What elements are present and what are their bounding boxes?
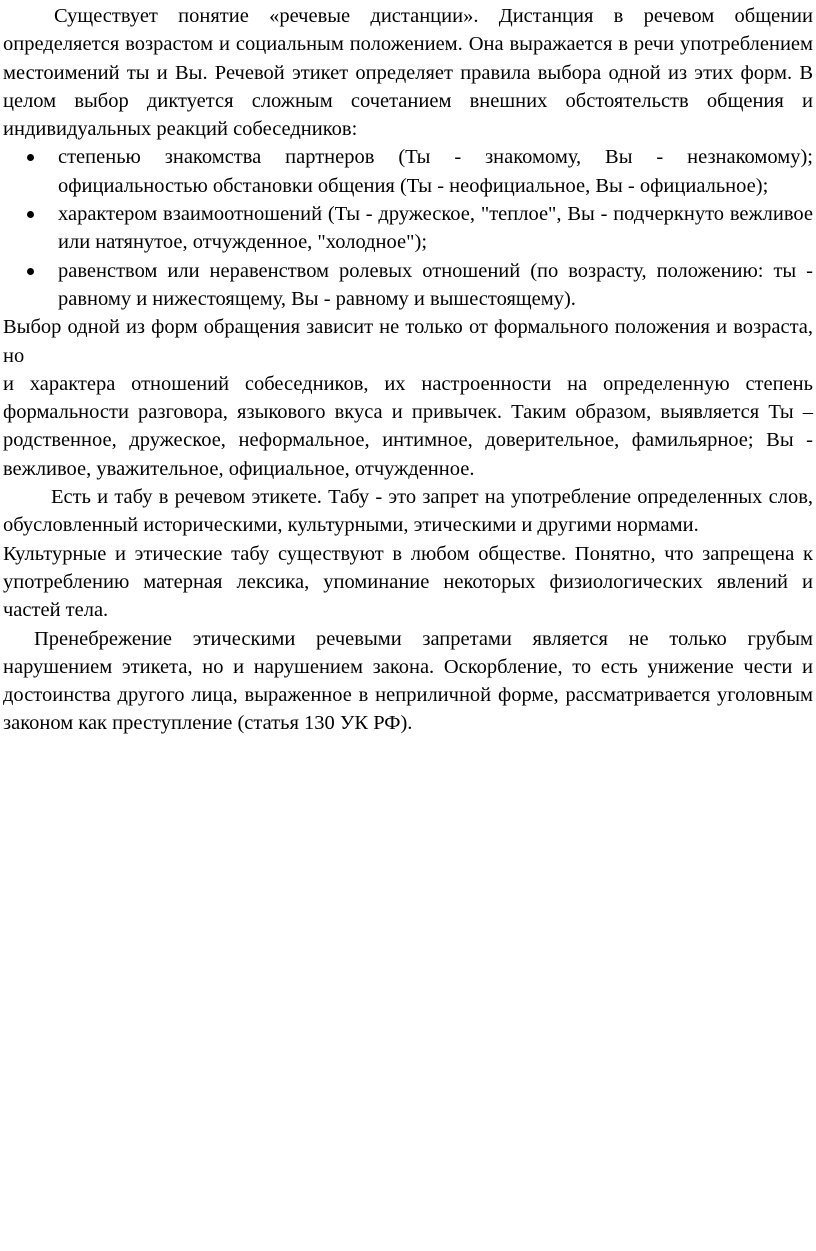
list-item-text: степенью знакомства партнеров (Ты - знакомому, Вы - незнакомому); официальностью обстановки общения (Ты - неофициальное, Вы - официальное);	[58, 146, 813, 197]
choice-paragraph-start: Выбор одной из форм обращения зависит не только от формального положения и возраста, но	[3, 316, 813, 367]
document-body	[3, 2, 813, 738]
taboo-paragraph: Есть и табу в речевом этикете. Табу - это запрет на употребление определенных слов, обусловленный историческими, культурными, этическими и другими нормами.	[3, 486, 813, 537]
bullet-icon	[27, 211, 34, 218]
bullet-icon	[27, 154, 34, 161]
list-item-text: равенством или неравенством ролевых отношений (по возрасту, положению: ты - равному и нижестоящему, Вы - равному и вышестоящему).	[58, 259, 813, 310]
choice-paragraph-continued: и характера отношений собеседников, их настроенности на определенную степень формальности разговора, языкового вкуса и привычек. Таким образом, выявляется Ты – родственное, дружеское, неформальное, интимное, доверительное, фамильярное; Вы - вежливое, уважительное, официальное, отчужденное.	[3, 372, 813, 480]
bullet-icon	[27, 268, 34, 275]
list-item	[58, 143, 813, 200]
list-item-text: характером взаимоотношений (Ты - дружеское, "теплое", Вы - подчеркнуто вежливое или натянутое, отчужденное, "холодное");	[58, 203, 813, 254]
bullet-list	[3, 143, 813, 313]
list-item	[58, 257, 813, 314]
cultural-paragraph: Культурные и этические табу существуют в любом обществе. Понятно, что запрещена к употреблению матерная лексика, упоминание некоторых физиологических явлений и частей тела.	[3, 542, 813, 622]
intro-paragraph: Существует понятие «речевые дистанции». Дистанция в речевом общении определяется возрастом и социальным положением. Она выражается в речи употреблением местоимений ты и Вы. Речевой этикет определяет правила выбора одной из этих форм. В целом выбор диктуется сложным сочетанием внешних обстоятельств общения и индивидуальных реакций собеседников:	[3, 5, 813, 141]
neglect-paragraph: Пренебрежение этическими речевыми запретами является не только грубым нарушением этикета, но и нарушением закона. Оскорбление, то есть унижение чести и достоинства другого лица, выраженное в неприличной форме, рассматривается уголовным законом как преступление (статья 130 УК РФ).	[3, 627, 813, 735]
list-item	[58, 200, 813, 257]
